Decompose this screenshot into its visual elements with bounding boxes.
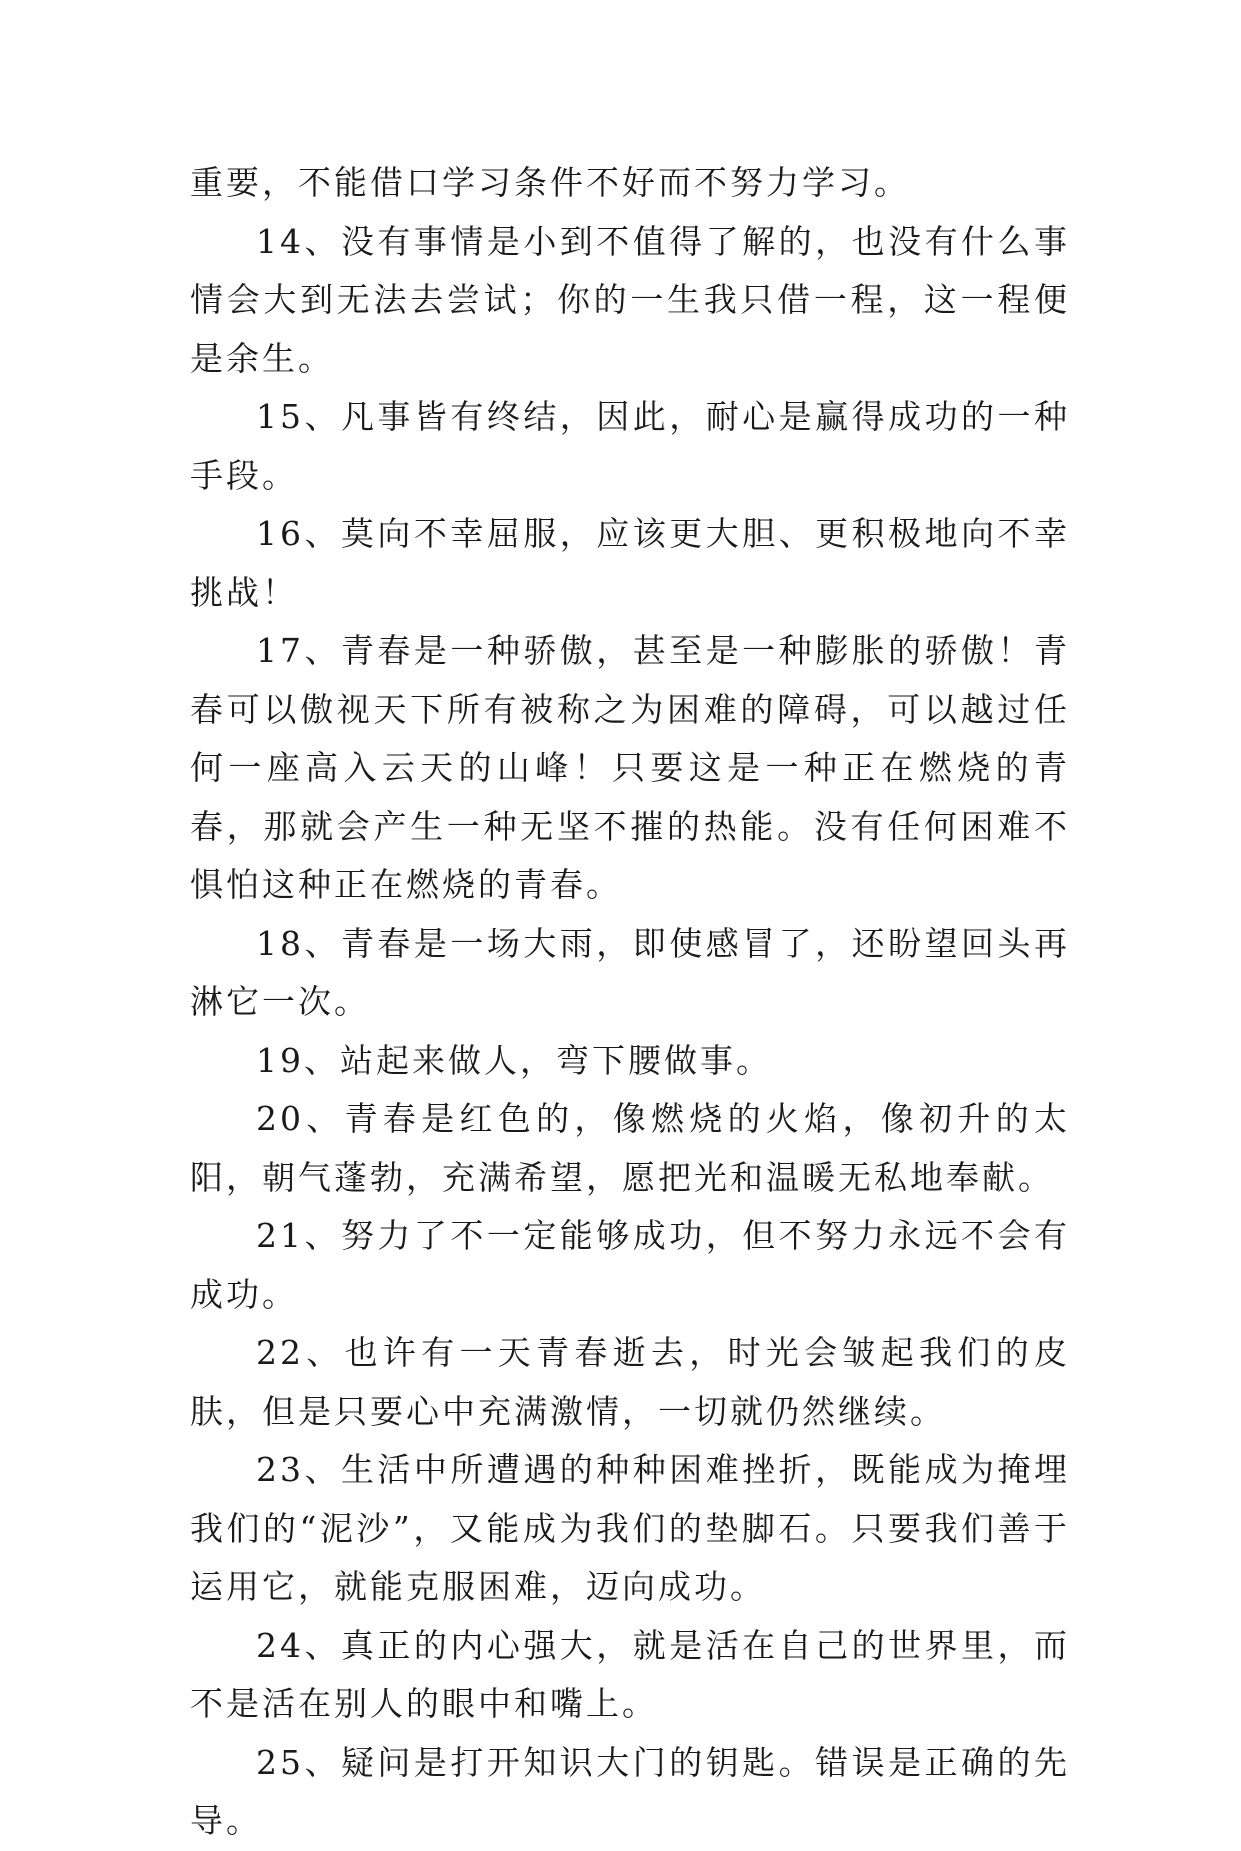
document-body: [190, 154, 1070, 1851]
paragraph-item-16: 16、莫向不幸屈服，应该更大胆、更积极地向不幸挑战！: [190, 514, 1070, 612]
paragraph-continuation: 重要，不能借口学习条件不好而不努力学习。: [190, 163, 910, 202]
paragraph-item-19: 19、站起来做人，弯下腰做事。: [256, 1040, 772, 1080]
paragraph-item-15: 15、凡事皆有终结，因此，耐心是赢得成功的一种手段。: [190, 397, 1070, 495]
paragraph-item-25: 25、疑问是打开知识大门的钥匙。错误是正确的先导。: [190, 1742, 1070, 1840]
paragraph-item-20: 20、青春是红色的，像燃烧的火焰，像初升的太阳，朝气蓬勃，充满希望，愿把光和温暖无私地奉献。: [190, 1099, 1070, 1197]
paragraph-item-18: 18、青春是一场大雨，即使感冒了，还盼望回头再淋它一次。: [190, 923, 1070, 1021]
paragraph-item-24: 24、真正的内心强大，就是活在自己的世界里，而不是活在别人的眼中和嘴上。: [190, 1625, 1070, 1723]
paragraph-item-14: 14、没有事情是小到不值得了解的，也没有什么事情会大到无法去尝试；你的一生我只借一程，这一程便是余生。: [190, 221, 1070, 378]
paragraph-item-21: 21、努力了不一定能够成功，但不努力永远不会有成功。: [190, 1216, 1070, 1314]
paragraph-item-17: 17、青春是一种骄傲，甚至是一种膨胀的骄傲！青春可以傲视天下所有被称之为困难的障碍，可以越过任何一座高入云天的山峰！只要这是一种正在燃烧的青春，那就会产生一种无坚不摧的热能。没有任何困难不惧怕这种正在燃烧的青春。: [190, 631, 1070, 904]
paragraph-item-23: 23、生活中所遭遇的种种困难挫折，既能成为掩埋我们的“泥沙”，又能成为我们的垫脚石。只要我们善于运用它，就能克服困难，迈向成功。: [190, 1450, 1070, 1606]
paragraph-item-22: 22、也许有一天青春逝去，时光会皱起我们的皮肤，但是只要心中充满激情，一切就仍然继续。: [190, 1333, 1070, 1431]
